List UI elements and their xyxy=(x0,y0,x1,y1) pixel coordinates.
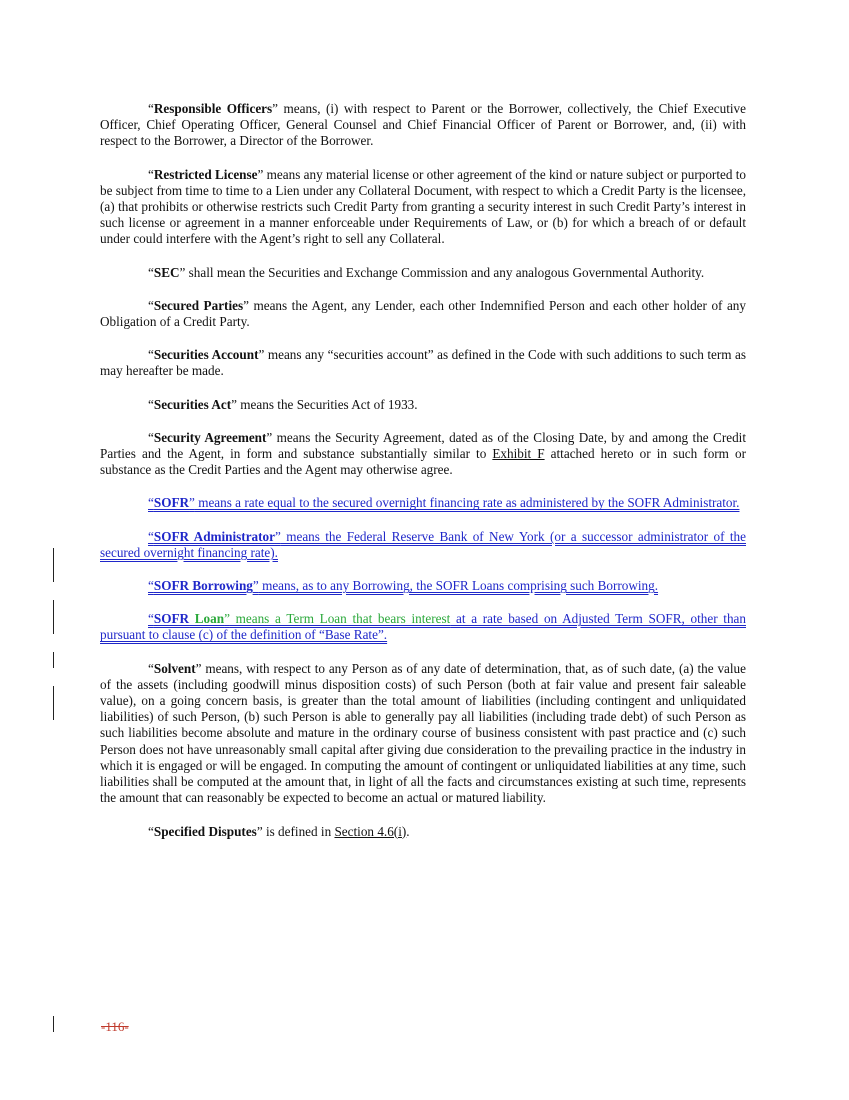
definition-text: means the Agent, any Lender, each other Indemnified Person and each other holder of any Obligation of a Credit Party. xyxy=(100,297,746,330)
definition-specified-disputes: “Specified Disputes” is defined in Section 4.6(i). xyxy=(148,823,410,839)
definition-text: means a rate equal to the secured overnight financing rate as administered by the SOFR Administrator. xyxy=(194,495,740,511)
defined-term xyxy=(154,611,224,626)
document-body xyxy=(100,101,746,857)
definition-sofr-administrator: “SOFR Administrator” means the Federal Reserve Bank of New York (or a successor administrator of the secured overnight financing rate). xyxy=(100,528,746,560)
definition-sofr: “SOFR” means a rate equal to the secured overnight financing rate as administered by the SOFR Administrator. xyxy=(148,495,740,511)
defined-term: SOFR xyxy=(153,495,190,511)
definition-restricted-license: “Restricted License” means any material license or other agreement of the kind or nature subject or purported to be subject from time to time to a Lien under any Collateral Document, with respect to which a Credit Party is the licensee, (a) that prohibits or otherwise restricts such Credit Party from granting a security interest in such Credit Party’s interest in such license or agreement in a manner enforceable under Requirements of Law, or (b) for which a breach of or default under could interfere with the Agent’s right to sell any Collateral. xyxy=(100,166,746,247)
definition-sec: “SEC” shall mean the Securities and Exchange Commission and any analogous Governmental Authority. xyxy=(148,264,705,280)
definition-text: means the Federal Reserve Bank of New York (or a successor administrator of the secured overnight financing rate). xyxy=(100,528,746,560)
defined-term: Restricted License xyxy=(153,166,258,182)
change-bar xyxy=(53,600,54,634)
change-bar xyxy=(53,652,54,668)
defined-term: Securities Act xyxy=(153,396,232,412)
definition-text: means any “securities account” as defined in the Code with such additions to such term as may hereafter be made. xyxy=(100,347,747,379)
change-bar xyxy=(53,1016,54,1032)
definition-sofr-borrowing: “SOFR Borrowing” means, as to any Borrowing, the SOFR Loans comprising such Borrowing. xyxy=(148,578,659,594)
definition-text: means the Securities Act of 1933. xyxy=(237,396,418,412)
defined-term-part: SOFR xyxy=(153,611,190,627)
exhibit-f-link[interactable]: Exhibit F xyxy=(492,446,545,462)
defined-term: SOFR Administrator xyxy=(153,528,275,544)
definition-text: is defined in xyxy=(262,823,335,839)
definition-text: shall mean the Securities and Exchange Commission and any analogous Governmental Authority. xyxy=(185,264,705,280)
definition-text: means, (i) with respect to Parent or the Borrower, collectively, the Chief Executive Officer, Chief Operating Officer, General Counsel and Chief Financial Officer of Parent or Borrower, and, (ii) with respect to the Borrower, a Director of the Borrower. xyxy=(100,101,746,149)
defined-term: Responsible Officers xyxy=(153,101,273,116)
section-link[interactable]: Section 4.6(i) xyxy=(334,823,407,839)
definition-text: means a Term Loan that bears interest xyxy=(229,611,451,627)
definition-text: means the Security Agreement, dated as of the Closing Date, by and among the Credit Parties and the Agent, in form and substance substantially similar to xyxy=(100,429,746,462)
definition-text: means, as to any Borrowing, the SOFR Loans comprising such Borrowing. xyxy=(258,578,659,594)
definition-text: at a rate based on Adjusted Term SOFR, other than pursuant to clause (c) of the definition of “Base Rate”. xyxy=(100,611,746,643)
definition-text: . xyxy=(406,823,410,839)
definition-text: means any material license or other agreement of the kind or nature subject or purported to be subject from time to time to a Lien under any Collateral Document, with respect to which a Credit Party is the licensee, (a) that prohibits or otherwise restricts such Credit Party from granting a security interest in such Credit Party’s interest in such license or agreement in a manner enforceable under Requirements of Law, or (b) for which a breach of or default under could interfere with the Agent’s right to sell any Collateral. xyxy=(100,166,746,247)
change-bar xyxy=(53,686,54,720)
defined-term: Secured Parties xyxy=(153,297,244,313)
change-bar xyxy=(53,548,54,582)
definition-sofr-loan: “SOFR Loan” means a Term Loan that bears interest at a rate based on Adjusted Term SOFR, other than pursuant to clause (c) of the definition of “Base Rate”. xyxy=(100,611,746,643)
definition-responsible-officers: “Responsible Officers” means, (i) with respect to Parent or the Borrower, collectively, the Chief Executive Officer, Chief Operating Officer, General Counsel and Chief Financial Officer of Parent or Borrower, and, (ii) with respect to the Borrower, a Director of the Borrower. xyxy=(100,101,746,149)
definition-security-agreement: “Security Agreement” means the Security Agreement, dated as of the Closing Date, by and among the Credit Parties and the Agent, in form and substance substantially similar to Exhibit F attached hereto or in such form or substance as the Credit Parties and the Agent may otherwise agree. xyxy=(100,429,746,478)
definition-secured-parties: “Secured Parties” means the Agent, any Lender, each other Indemnified Person and each other holder of any Obligation of a Credit Party. xyxy=(100,297,746,330)
defined-term-part: Loan xyxy=(189,611,225,627)
defined-term: Securities Account xyxy=(153,347,259,363)
definition-securities-account: “Securities Account” means any “securities account” as defined in the Code with such additions to such term as may hereafter be made. xyxy=(100,347,747,379)
definition-text: attached hereto or in such form or substance as the Credit Parties and the Agent may otherwise agree. xyxy=(100,446,746,478)
definition-securities-act: “Securities Act” means the Securities Act of 1933. xyxy=(148,396,418,412)
defined-term: Specified Disputes xyxy=(153,823,257,839)
definition-solvent: “Solvent” means, with respect to any Person as of any date of determination, that, as of such date, (a) the value of the assets (including goodwill minus disposition costs) of such Person (both at fair value and present fair saleable value), on a going concern basis, is greater than the total amount of liabilities (including contingent and unliquidated liabilities) of such Person, (b) such Person is able to generally pay all liabilities (including trade debt) of such Person as such liabilities become absolute and mature in the ordinary course of business consistent with past practice and (c) such Person does not have unreasonably small capital after giving due consideration to the prevailing practice in the industry in which it is engaged or will be engaged. In computing the amount of contingent or unliquidated liabilities at any time, such liabilities shall be computed at the amount that, in light of all the facts and circumstances existing at such time, represents the amount that can reasonably be expected to become an actual or matured liability. xyxy=(100,660,746,806)
defined-term: SEC xyxy=(153,264,180,280)
page-number: -116- xyxy=(101,1019,129,1034)
defined-term: Security Agreement xyxy=(153,429,267,445)
defined-term: SOFR Borrowing xyxy=(153,578,253,594)
definition-text: means, with respect to any Person as of any date of determination, that, as of such date, (a) the value of the assets (including goodwill minus disposition costs) of such Person (both at fair value and present fair saleable value), on a going concern basis, is greater than the total amount of liabilities (including contingent and unliquidated liabilities) of such Person, (b) such Person is able to generally pay all liabilities (including trade debt) of such Person as such liabilities become absolute and mature in the ordinary course of business consistent with past practice and (c) such Person does not have unreasonably small capital after giving due consideration to the prevailing practice in the industry in which it is engaged or will be engaged. In computing the amount of contingent or unliquidated liabilities at any time, such liabilities shall be computed at the amount that, in light of all the facts and circumstances existing at such time, represents the amount that can reasonably be expected to become an actual or matured liability. xyxy=(100,660,746,806)
defined-term: Solvent xyxy=(153,660,196,676)
